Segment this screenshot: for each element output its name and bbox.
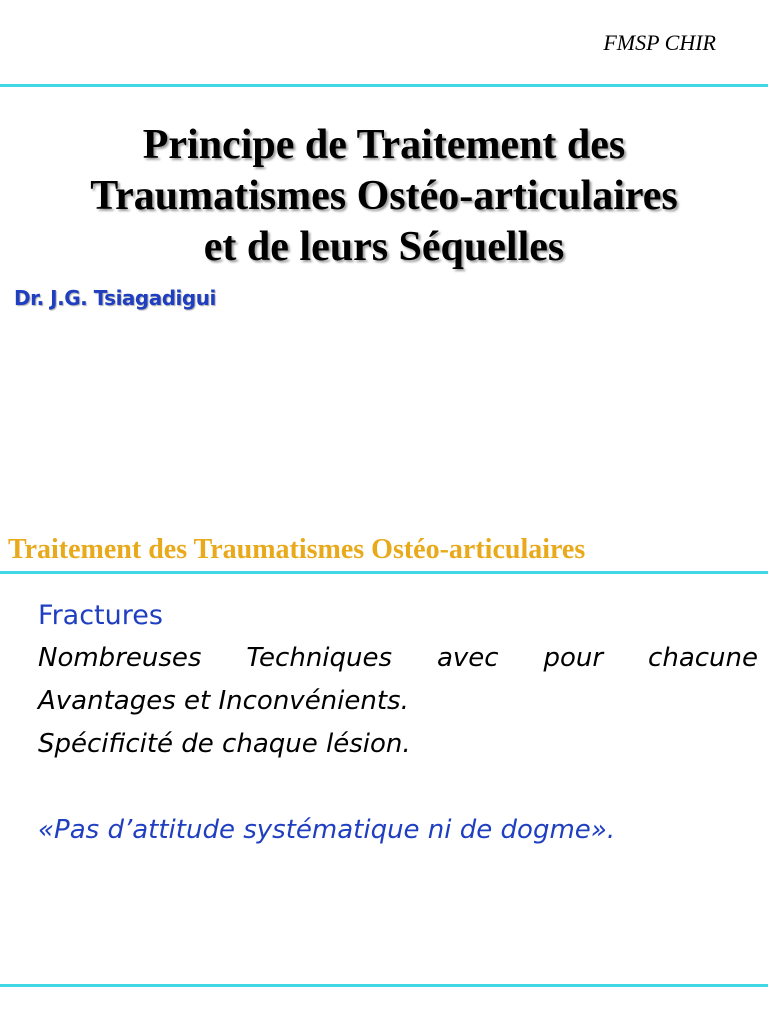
body-line: Spécificité de chaque lésion. <box>38 729 411 759</box>
header-divider <box>0 84 768 87</box>
title-line: Principe de Traitement des <box>142 122 626 168</box>
body-line: Nombreuses Techniques avec pour chacune <box>38 643 758 673</box>
content-slide <box>0 512 768 1024</box>
author-name: Dr. J.G. Tsiagadigui <box>14 286 216 310</box>
slide-title <box>20 120 748 273</box>
quote-text: «Pas d’attitude systématique ni de dogme». <box>38 815 616 845</box>
slide-body <box>38 594 758 852</box>
title-line: et de leurs Séquelles <box>203 224 565 270</box>
subheading-fractures: Fractures <box>38 600 163 631</box>
header-tag: FMSP CHIR <box>603 30 716 55</box>
footer-divider <box>0 984 768 987</box>
title-line: Traumatismes Ostéo-articulaires <box>90 173 678 219</box>
heading-divider <box>0 571 768 574</box>
body-line: Avantages et Inconvénients. <box>38 686 409 716</box>
section-heading: Traitement des Traumatismes Ostéo-articulaires <box>8 534 586 565</box>
